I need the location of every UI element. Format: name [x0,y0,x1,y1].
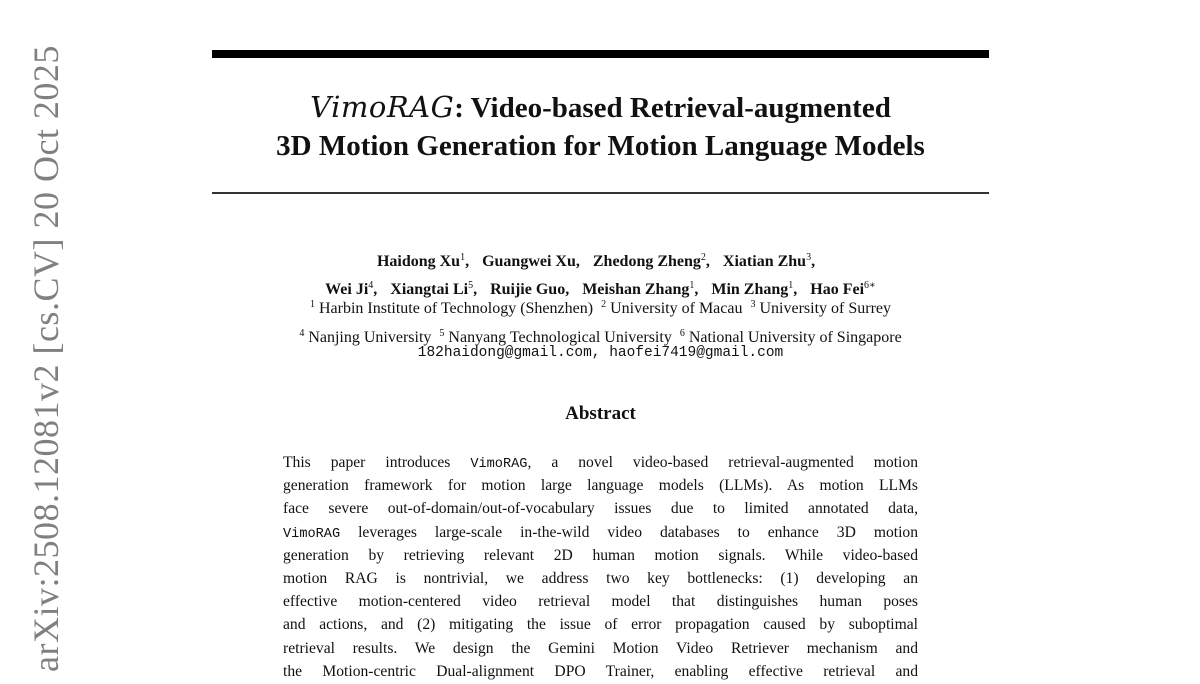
author-row-1: Haidong Xu$^1$, Guangwei Xu, Zhedong Zheng$^2$, Xiatian Zhu$^3$, [376,252,816,270]
title-line-1 [212,88,989,127]
affiliation: $^5$ Nanyang Technological University [439,328,672,346]
author-name: Haidong Xu$^1$ [376,252,466,270]
affiliation-row-1 [212,292,989,321]
abstract-line: face severe out-of-domain/out-of-vocabulary issues due to limited annotated data, [283,500,918,518]
author-name: Hao Fei$^{6∗}$ [810,280,876,298]
author-name: Wei Ji$^4$ [325,280,374,298]
title-top-rule [212,50,989,58]
abstract-line: retrieval results. We design the Gemini Motion Video Retriever mechanism and [283,639,918,657]
abstract-line: and actions, and (2) mitigating the issue of error propagation caused by suboptimal [283,616,918,634]
author-row-2: Wei Ji$^4$, Xiangtai Li$^5$, Ruijie Guo, Meishan Zhang$^1$, Min Zhang$^1$, Hao Fei$^{6∗}$ [325,280,876,298]
author-emails[interactable]: 182haidong@gmail.com, haofei7419@gmail.com [417,345,784,361]
abstract-line: generation framework for motion large language models (LLMs). As motion LLMs [283,477,918,495]
author-name: Guangwei Xu [482,253,576,270]
paper-title [212,88,989,165]
author-name: Meishan Zhang$^1$ [582,280,695,298]
abstract-line: effective motion-centered video retrieval model that distinguishes human poses [283,593,918,611]
affiliation: $^4$ Nanjing University [299,328,432,346]
abstract-line: generation by retrieving relevant 2D human motion signals. While video-based [283,546,918,564]
affiliation: $^6$ National University of Singapore [679,328,902,346]
affiliation: $^1$ Harbin Institute of Technology (Shenzhen) [309,299,594,317]
affiliation: $^3$ University of Surrey [750,299,891,317]
author-name: Xiangtai Li$^5$ [390,280,474,298]
title-bottom-rule [212,192,989,194]
abstract-line: the Motion-centric Dual-alignment DPO Trainer, enabling effective retrieval and [283,662,918,680]
affiliation: $^2$ University of Macau [601,299,743,317]
author-name: Min Zhang$^1$ [711,280,794,298]
abstract-line: This paper introduces VimoRAG, a novel video-based retrieval-augmented motion [283,454,918,472]
title-line-1-rest: : Video-based Retrieval-augmented [454,92,891,124]
method-name: VimoRAG [310,90,455,124]
author-name: Ruijie Guo [490,281,566,298]
abstract-body [283,452,918,684]
author-name: Xiatian Zhu$^3$ [722,252,812,270]
abstract-heading: Abstract [565,403,636,424]
arxiv-identifier-stamp: arXiv:2508.12081v2 [cs.CV] 20 Oct 2025 [26,45,66,672]
abstract-line: VimoRAG leverages large-scale in-the-wild video databases to enhance 3D motion [283,523,918,542]
title-line-2: 3D Motion Generation for Motion Language Models [276,130,925,162]
author-name: Zhedong Zheng$^2$ [592,252,706,270]
abstract-line: motion RAG is nontrivial, we address two key bottlenecks: (1) developing an [283,570,918,588]
